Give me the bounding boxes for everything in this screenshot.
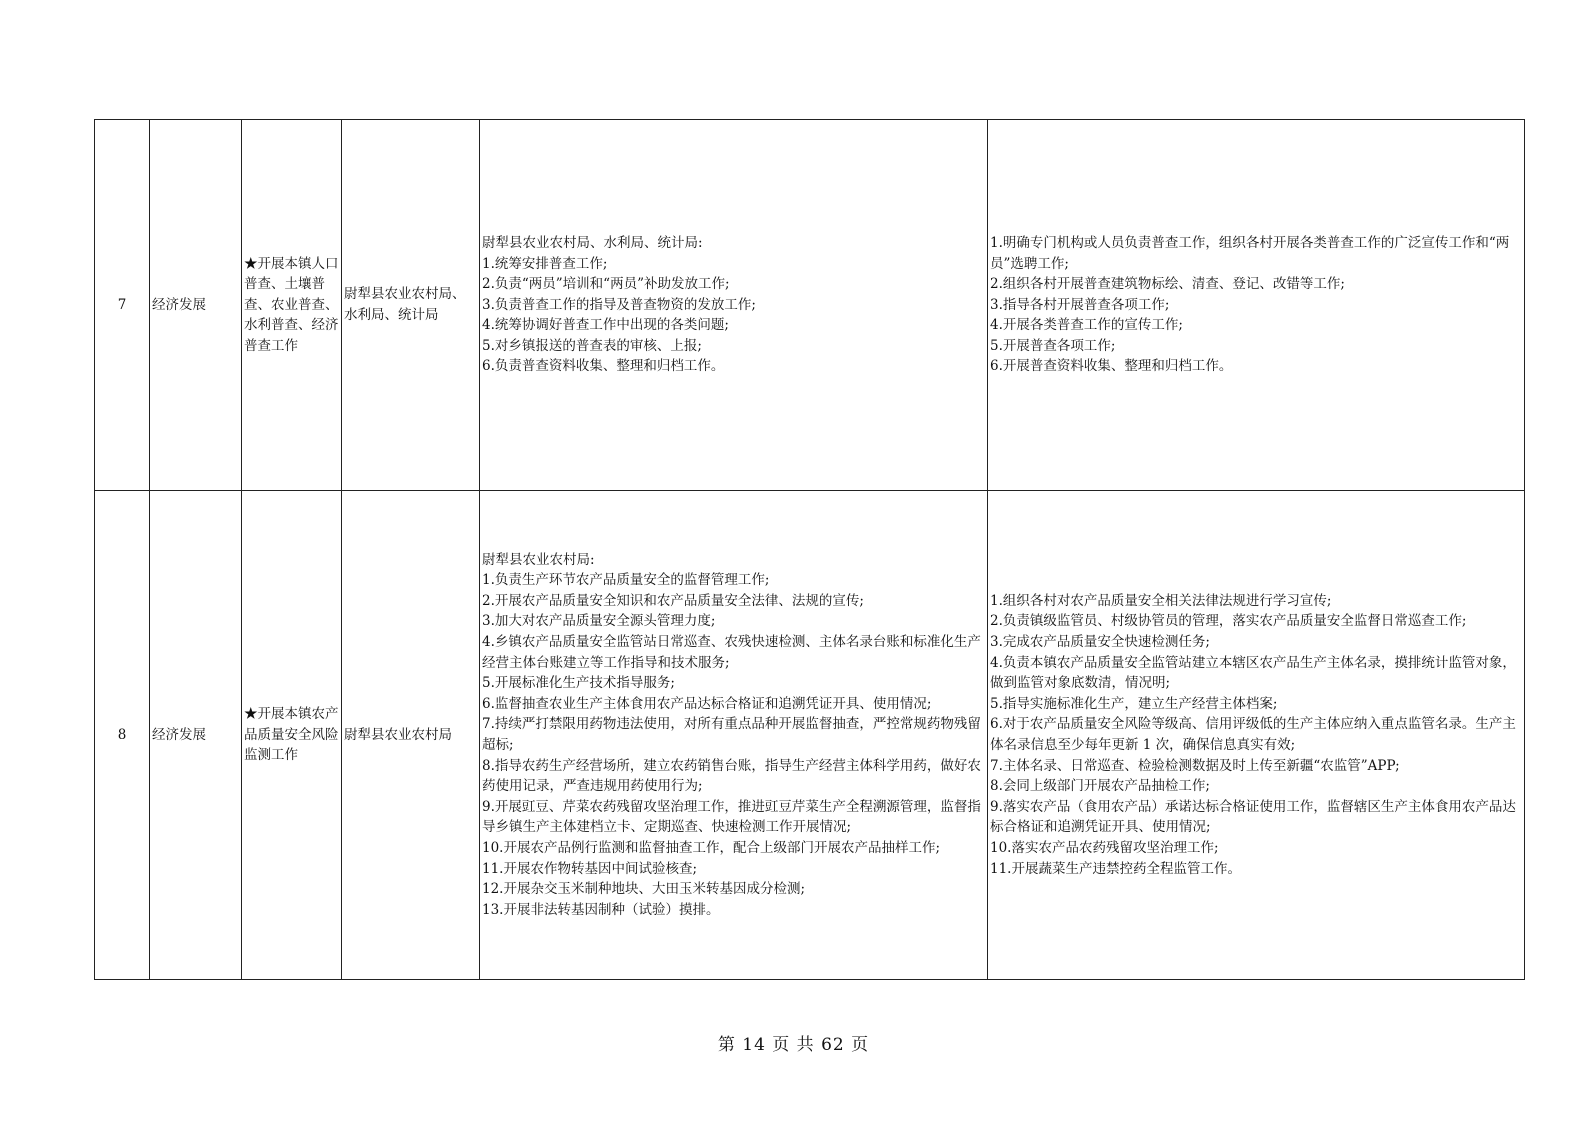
list-item: 1.负责生产环节农产品质量安全的监督管理工作; (482, 572, 770, 589)
list-item: 5.开展标准化生产技术指导服务; (482, 675, 675, 692)
list-item: 9.落实农产品（食用农产品）承诺达标合格证使用工作，监督辖区生产主体食用农产品达标合格证和追溯凭证开具、使用情况; (990, 798, 1516, 836)
list-item: 8.会同上级部门开展农产品抽检工作; (990, 778, 1210, 795)
county-duties-cell (480, 120, 988, 491)
list-item: 2.负责“两员”培训和“两员”补助发放工作; (482, 276, 730, 293)
town-duties-cell (988, 120, 1525, 491)
county-department-cell: 尉犁县农业农村局 (342, 491, 480, 980)
task-cell: ★开展本镇人口普查、土壤普查、农业普查、水利普查、经济普查工作 (242, 120, 342, 491)
list-item: 2.负责镇级监管员、村级协管员的管理，落实农产品质量安全监督日常巡查工作; (990, 613, 1467, 630)
list-item: 3.负责普查工作的指导及普查物资的发放工作; (482, 296, 756, 313)
table-row (95, 491, 1525, 980)
list-item: 2.开展农产品质量安全知识和农产品质量安全法律、法规的宣传; (482, 592, 864, 609)
list-item: 4.开展各类普查工作的宣传工作; (990, 317, 1183, 334)
list-item: 5.指导实施标准化生产，建立生产经营主体档案; (990, 695, 1278, 712)
town-duties-cell (988, 491, 1525, 980)
list-item: 4.负责本镇农产品质量安全监管站建立本辖区农产品生产主体名录，摸排统计监管对象，做到监管对象底数清，情况明; (990, 654, 1516, 692)
category-cell: 经济发展 (150, 491, 242, 980)
list-item: 8.指导农药生产经营场所，建立农药销售台账，指导生产经营主体科学用药，做好农药使用记录，严查违规用药使用行为; (482, 757, 981, 795)
list-item: 1.组织各村对农产品质量安全相关法律法规进行学习宣传; (990, 592, 1332, 609)
list-item: 11.开展蔬菜生产违禁控药全程监管工作。 (990, 860, 1241, 877)
list-item: 1.明确专门机构或人员负责普查工作，组织各村开展各类普查工作的广泛宣传工作和“两员”选聘工作; (990, 234, 1510, 272)
list-item: 4.乡镇农产品质量安全监管站日常巡查、农残快速检测、主体名录台账和标准化生产经营主体台账建立等工作指导和技术服务; (482, 634, 981, 671)
list-item: 5.对乡镇报送的普查表的审核、上报; (482, 337, 702, 354)
list-item: 4.统筹协调好普查工作中出现的各类问题; (482, 317, 729, 334)
county-department-cell: 尉犁县农业农村局、水利局、统计局 (342, 120, 480, 491)
county-duties-heading: 尉犁县农业农村局: (482, 551, 595, 568)
list-item: 10.落实农产品农药残留攻坚治理工作; (990, 839, 1219, 856)
page-number: 第 14 页 共 62 页 (717, 1035, 870, 1055)
list-item: 5.开展普查各项工作; (990, 337, 1116, 354)
category-cell: 经济发展 (150, 120, 242, 491)
list-item: 2.组织各村开展普查建筑物标绘、清查、登记、改错等工作; (990, 276, 1345, 293)
row-number: 8 (95, 491, 150, 980)
list-item: 10.开展农产品例行监测和监督抽查工作，配合上级部门开展农产品抽样工作; (482, 839, 941, 856)
list-item: 6.对于农产品质量安全风险等级高、信用评级低的生产主体应纳入重点监管名录。生产主体名录信息至少每年更新 1 次，确保信息真实有效; (990, 716, 1516, 753)
list-item: 12.开展杂交玉米制种地块、大田玉米转基因成分检测; (482, 881, 806, 898)
list-item: 6.监督抽查农业生产主体食用农产品达标合格证和追溯凭证开具、使用情况; (482, 695, 932, 712)
list-item: 11.开展农作物转基因中间试验核查; (482, 860, 698, 877)
list-item: 3.加大对农产品质量安全源头管理力度; (482, 613, 716, 630)
row-number: 7 (95, 120, 150, 491)
task-cell: ★开展本镇农产品质量安全风险监测工作 (242, 491, 342, 980)
list-item: 3.完成农产品质量安全快速检测任务; (990, 634, 1210, 651)
list-item: 6.负责普查资料收集、整理和归档工作。 (482, 358, 725, 375)
list-item: 7.主体名录、日常巡查、检验检测数据及时上传至新疆“农监管”APP; (990, 757, 1400, 774)
county-duties-heading: 尉犁县农业农村局、水利局、统计局: (482, 234, 703, 251)
duty-table (94, 119, 1525, 980)
county-duties-cell (480, 491, 988, 980)
list-item: 7.持续严打禁限用药物违法使用，对所有重点品种开展监督抽查，严控常规药物残留超标; (482, 716, 981, 753)
list-item: 6.开展普查资料收集、整理和归档工作。 (990, 358, 1233, 375)
list-item: 3.指导各村开展普查各项工作; (990, 296, 1170, 313)
list-item: 1.统筹安排普查工作; (482, 255, 608, 272)
list-item: 13.开展非法转基因制种（试验）摸排。 (482, 901, 720, 918)
list-item: 9.开展豇豆、芹菜农药残留攻坚治理工作，推进豇豆芹菜生产全程溯源管理，监督指导乡镇生产主体建档立卡、定期巡查、快速检测工作开展情况; (482, 798, 981, 836)
table-row (95, 120, 1525, 491)
